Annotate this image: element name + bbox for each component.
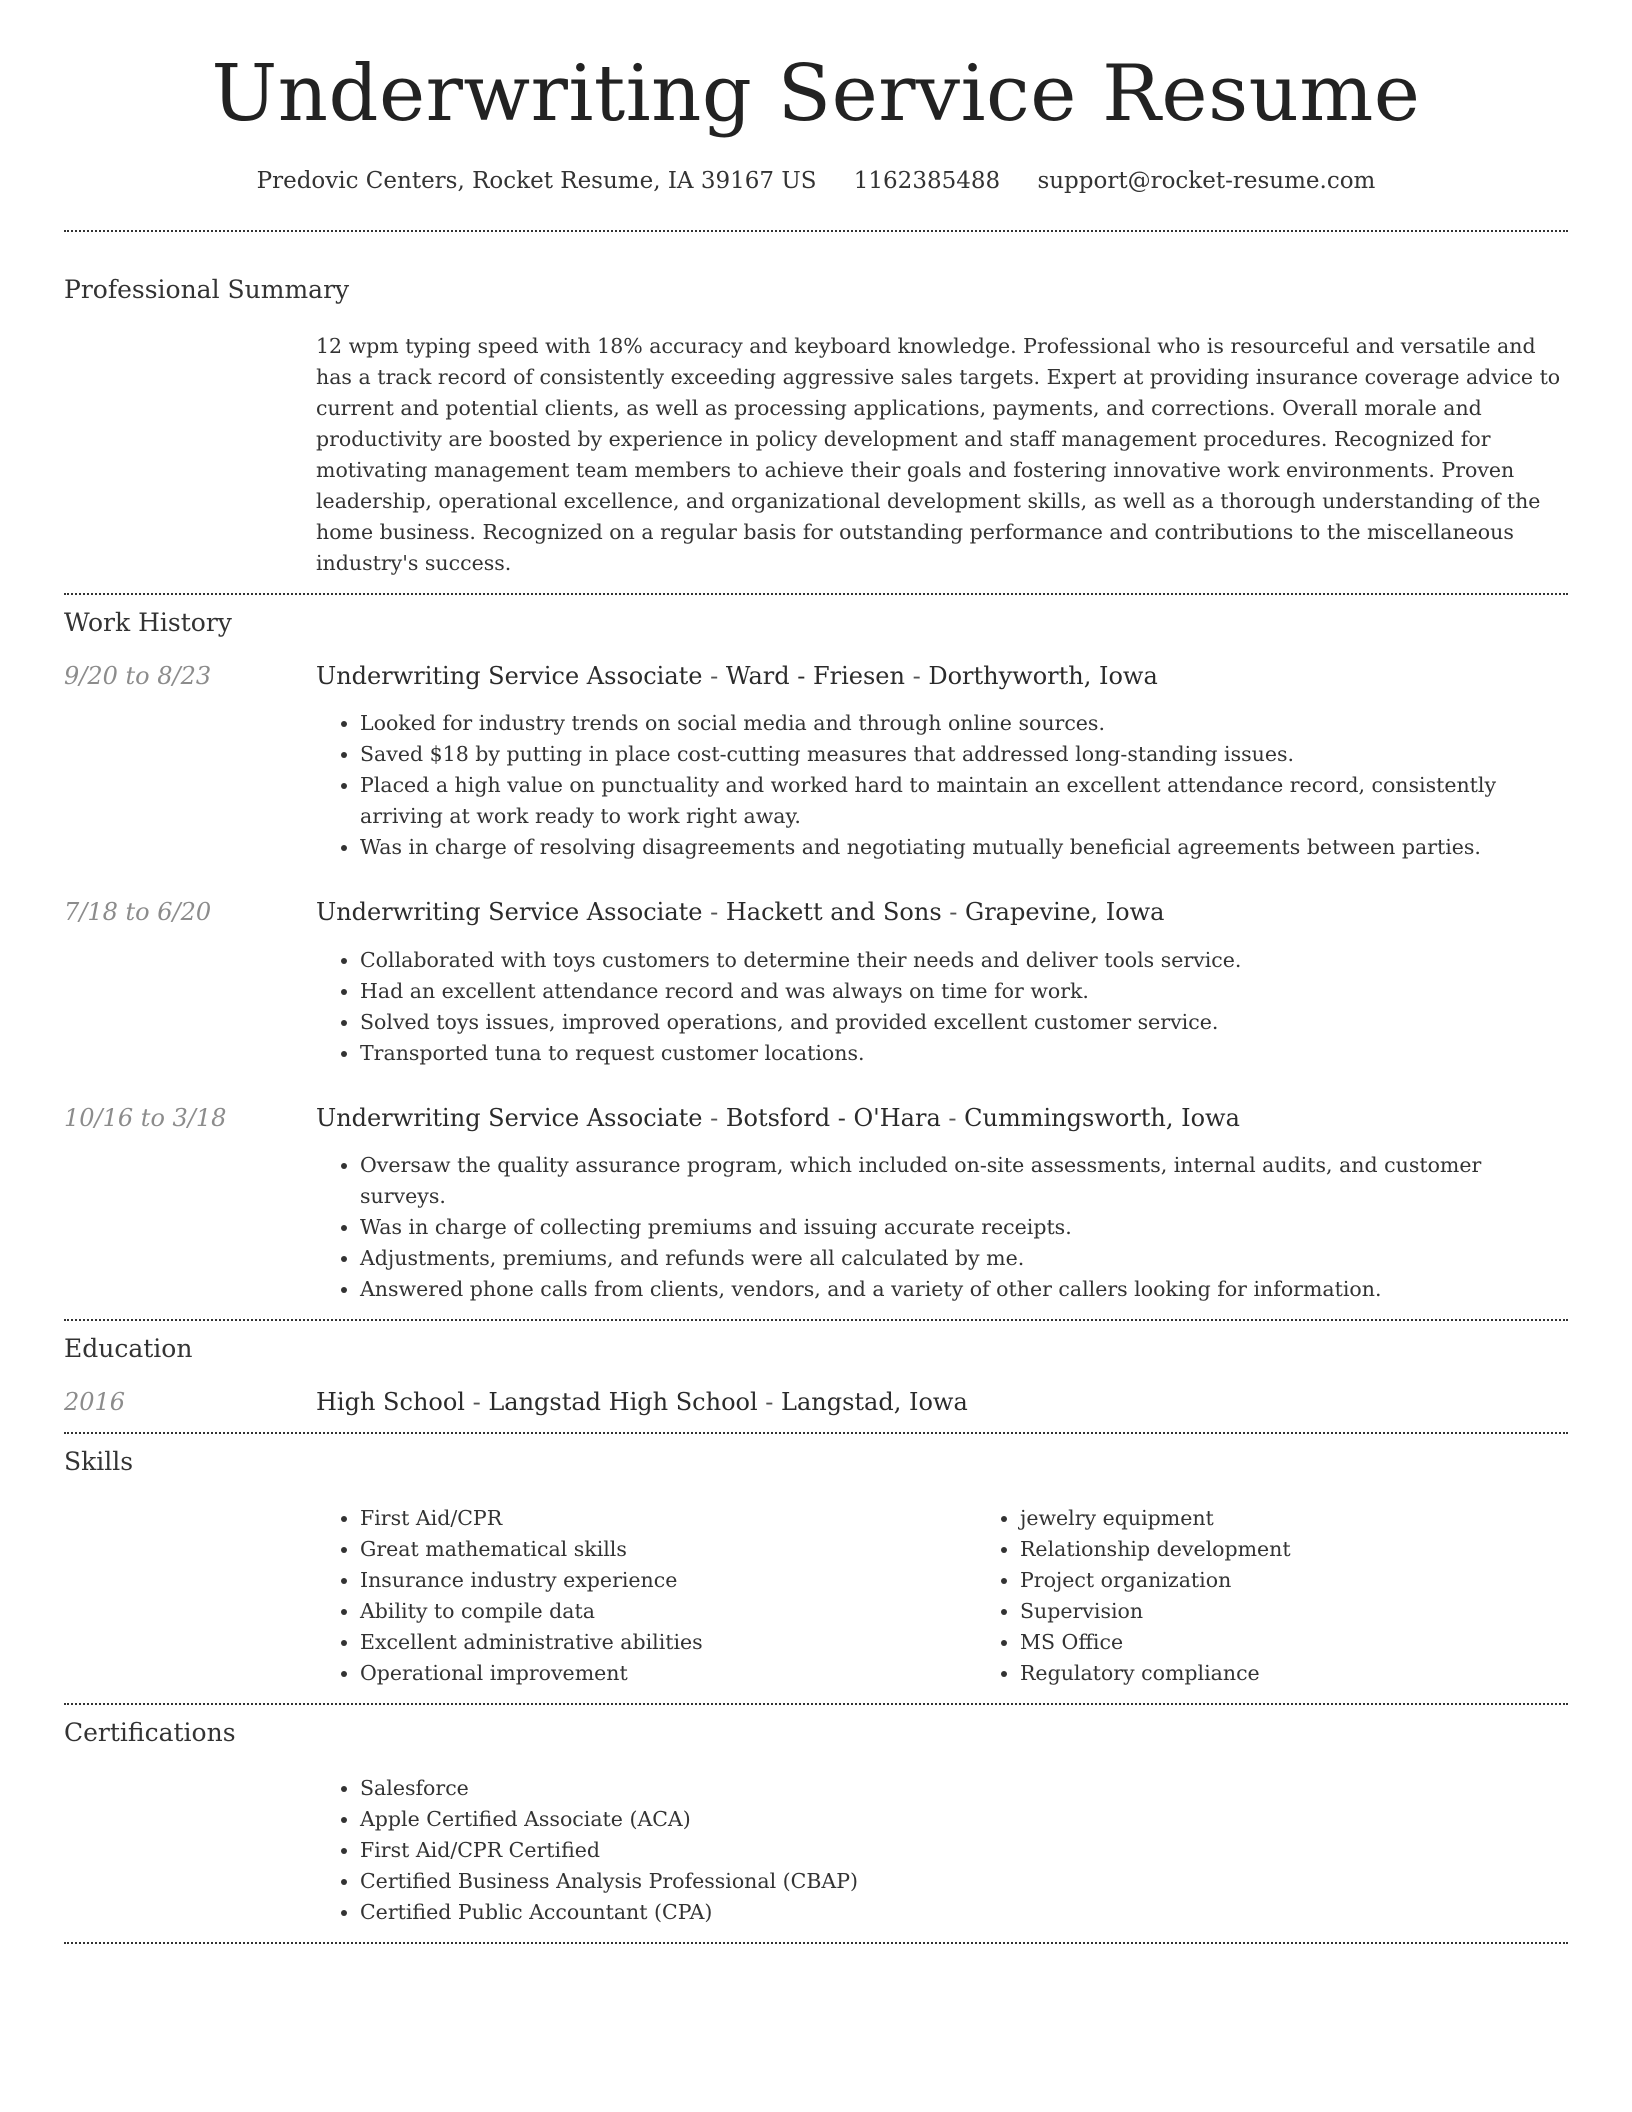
skills-list-right (976, 1503, 1632, 1689)
skills-section (64, 1446, 1568, 1689)
education-degree: High School (316, 1388, 465, 1417)
education-heading: Education (64, 1333, 193, 1363)
job-separator: - (702, 1103, 726, 1132)
job-separator: - (904, 662, 929, 691)
summary-text: 12 wpm typing speed with 18% accuracy and keyboard knowledge. Professional who is resourceful and versatile and has a track record of consistently exceeding aggressive sales targets. Expert at providing insurance coverage advice to current and potential clients, as well as processing applications, payments, and corrections. Overall morale and productivity are boosted by experience in policy development and staff management procedures. Recognized for motivating management team members to achieve their goals and fostering innovative work environments. Proven leadership, operational excellence, and organizational development skills, as well as a thorough understanding of the home business. Recognized on a regular basis for outstanding performance and contributions to the miscellaneous industry's success. (316, 333, 1561, 575)
education-heading-line (316, 1387, 1568, 1418)
job-dates: 7/18 to 6/20 (64, 898, 212, 927)
job-bullet: • Transported tuna to request customer locations. (360, 1038, 1568, 1069)
education-separator: - (464, 1388, 489, 1417)
education-year: 2016 (64, 1388, 126, 1417)
job-bullets (316, 1150, 1568, 1305)
job-heading (316, 1103, 1568, 1134)
section-divider (64, 1432, 1568, 1434)
contact-phone: 1162385488 (853, 167, 1001, 194)
job-dates: 9/20 to 8/23 (64, 662, 212, 691)
job-entry (64, 897, 1568, 1068)
job-separator: - (702, 662, 726, 691)
job-company: Ward - Friesen (725, 662, 905, 691)
skill-item: • Ability to compile data (360, 1596, 976, 1627)
certification-item: • Certified Public Accountant (CPA) (360, 1897, 1568, 1928)
skills-heading: Skills (64, 1447, 134, 1477)
contact-email: support@rocket-resume.com (1037, 167, 1376, 194)
summary-section (64, 274, 1568, 579)
skill-item: • Insurance industry experience (360, 1565, 976, 1596)
job-location: Grapevine, Iowa (965, 898, 1165, 927)
job-role: Underwriting Service Associate (316, 898, 703, 927)
skill-item: • Relationship development (1020, 1534, 1632, 1565)
summary-heading: Professional Summary (64, 275, 350, 305)
job-bullet: • Looked for industry trends on social media and through online sources. (360, 708, 1568, 739)
job-location: Cummingsworth, Iowa (964, 1103, 1240, 1132)
job-bullet: • Placed a high value on punctuality and worked hard to maintain an excellent attendance record, consistently arriving at work ready to work right away. (360, 770, 1568, 832)
skill-item: • Regulatory compliance (1020, 1658, 1632, 1689)
job-heading (316, 897, 1568, 928)
section-divider (64, 593, 1568, 595)
job-bullet: • Saved $18 by putting in place cost-cutting measures that addressed long-standing issues. (360, 739, 1568, 770)
certification-item: • Apple Certified Associate (ACA) (360, 1804, 1568, 1835)
skill-item: • Operational improvement (360, 1658, 976, 1689)
skill-item: • jewelry equipment (1020, 1503, 1632, 1534)
job-bullets (316, 945, 1568, 1069)
certifications-list (316, 1773, 1568, 1928)
job-separator: - (941, 898, 966, 927)
skill-item: • Supervision (1020, 1596, 1632, 1627)
resume-title: Underwriting Service Resume (211, 49, 1421, 139)
section-divider (64, 1319, 1568, 1321)
certification-item: • Salesforce (360, 1773, 1568, 1804)
skill-item: • First Aid/CPR (360, 1503, 976, 1534)
job-heading (316, 661, 1568, 692)
certification-item: • First Aid/CPR Certified (360, 1835, 1568, 1866)
skill-item: • Great mathematical skills (360, 1534, 976, 1565)
job-bullet: • Collaborated with toys customers to determine their needs and deliver tools service. (360, 945, 1568, 976)
job-entry (64, 661, 1568, 863)
job-bullet: • Oversaw the quality assurance program, which included on-site assessments, internal audits, and customer surveys. (360, 1150, 1568, 1212)
certifications-section (64, 1717, 1568, 1929)
education-school: Langstad High School (488, 1388, 758, 1417)
work-history-heading: Work History (64, 607, 232, 637)
education-section (64, 1333, 1568, 1419)
section-divider (64, 230, 1568, 232)
certifications-heading: Certifications (64, 1717, 236, 1747)
section-divider (64, 1942, 1568, 1944)
contact-address: Predovic Centers, Rocket Resume, IA 39167 US (256, 167, 817, 194)
job-separator: - (940, 1103, 965, 1132)
job-company: Hackett and Sons (725, 898, 942, 927)
job-bullet: • Was in charge of collecting premiums and issuing accurate receipts. (360, 1212, 1568, 1243)
job-separator: - (702, 898, 726, 927)
certification-item: • Certified Business Analysis Professional (CBAP) (360, 1866, 1568, 1897)
education-location: Langstad, Iowa (781, 1388, 968, 1417)
job-bullet: • Had an excellent attendance record and was always on time for work. (360, 976, 1568, 1007)
work-history-section (64, 607, 1568, 1305)
job-role: Underwriting Service Associate (316, 1103, 703, 1132)
job-company: Botsford - O'Hara (725, 1103, 941, 1132)
job-dates: 10/16 to 3/18 (64, 1103, 227, 1132)
skill-item: • MS Office (1020, 1627, 1632, 1658)
skill-item: • Excellent administrative abilities (360, 1627, 976, 1658)
job-bullet: • Was in charge of resolving disagreements and negotiating mutually beneficial agreements between parties. (360, 832, 1568, 863)
contact-line (64, 168, 1568, 196)
section-divider (64, 1703, 1568, 1705)
job-role: Underwriting Service Associate (316, 662, 703, 691)
job-location: Dorthyworth, Iowa (928, 662, 1158, 691)
education-separator: - (757, 1388, 782, 1417)
job-bullet: • Solved toys issues, improved operations, and provided excellent customer service. (360, 1007, 1568, 1038)
job-bullet: • Answered phone calls from clients, vendors, and a variety of other callers looking for information. (360, 1274, 1568, 1305)
job-bullet: • Adjustments, premiums, and refunds were all calculated by me. (360, 1243, 1568, 1274)
skill-item: • Project organization (1020, 1565, 1632, 1596)
skills-list-left (316, 1503, 976, 1689)
job-entry (64, 1103, 1568, 1305)
education-entry (64, 1387, 1568, 1418)
job-bullets (316, 708, 1568, 863)
